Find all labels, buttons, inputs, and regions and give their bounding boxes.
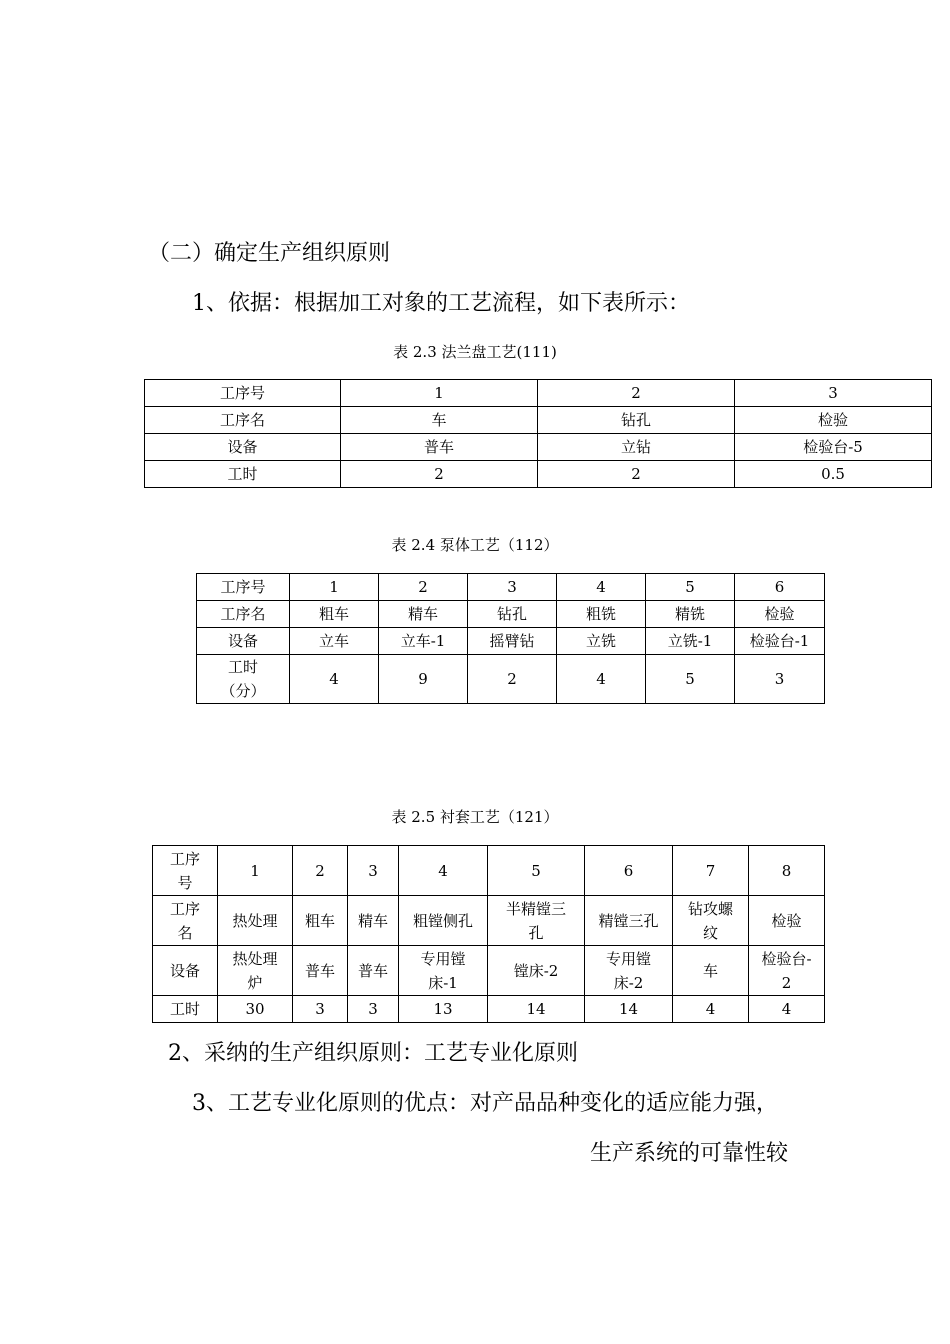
table-cell: 立钻: [538, 434, 735, 461]
table-cell: 6: [585, 846, 673, 896]
table-cell: 14: [585, 996, 673, 1023]
table-cell: 3: [735, 380, 932, 407]
table-cell: 2: [538, 380, 735, 407]
table-cell: 2: [341, 461, 538, 488]
row-header-cell: 设备: [145, 434, 341, 461]
table-cell: 摇臂钻: [468, 628, 557, 655]
table-cell: 3: [348, 846, 399, 896]
table-cell: 粗车: [293, 896, 348, 946]
table-cell: 9: [379, 655, 468, 704]
table-cell: 5: [646, 574, 735, 601]
table-row: [145, 434, 932, 461]
table-cell: 粗车: [290, 601, 379, 628]
advantages-continuation: 生产系统的可靠性较: [590, 1141, 789, 1166]
flange-process-table: [144, 379, 932, 488]
table-cell: 5: [646, 655, 735, 704]
table-cell: 精铣: [646, 601, 735, 628]
table-cell: 钻孔: [538, 407, 735, 434]
table-cell: 普车: [348, 946, 399, 996]
table-cell: 半精镗三 孔: [488, 896, 585, 946]
row-header-cell: 工序 名: [153, 896, 218, 946]
table-row: [197, 601, 825, 628]
table-cell: 4: [673, 996, 749, 1023]
table-cell: 4: [557, 574, 646, 601]
table-cell: 1: [341, 380, 538, 407]
table-cell: 专用镗 床-2: [585, 946, 673, 996]
table-row: [197, 628, 825, 655]
table-cell: 精镗三孔: [585, 896, 673, 946]
basis-paragraph: 1、依据：根据加工对象的工艺流程，如下表所示：: [192, 291, 690, 316]
table-cell: 4: [290, 655, 379, 704]
table-cell: 立车: [290, 628, 379, 655]
table-cell: 2: [468, 655, 557, 704]
table-cell: 2: [538, 461, 735, 488]
table-cell: 立铣-1: [646, 628, 735, 655]
table-cell: 普车: [341, 434, 538, 461]
table-cell: 3: [468, 574, 557, 601]
row-header-cell: 工序号: [197, 574, 290, 601]
table1-caption: 表 2.3 法兰盘工艺(111): [393, 343, 557, 361]
row-header-cell: 设备: [197, 628, 290, 655]
row-header-cell: 设备: [153, 946, 218, 996]
table-cell: 检验: [749, 896, 825, 946]
table-row: [145, 461, 932, 488]
table-cell: 8: [749, 846, 825, 896]
table-row: [197, 655, 825, 704]
table-cell: 3: [348, 996, 399, 1023]
table-cell: 1: [290, 574, 379, 601]
table-cell: 检验台- 2: [749, 946, 825, 996]
table-cell: 3: [735, 655, 825, 704]
table-cell: 2: [379, 574, 468, 601]
bushing-process-table: [152, 845, 825, 1023]
pump-body-process-table: [196, 573, 825, 704]
table-cell: 4: [749, 996, 825, 1023]
row-header-cell: 工序名: [145, 407, 341, 434]
table-cell: 检验: [735, 601, 825, 628]
row-header-cell: 工序 号: [153, 846, 218, 896]
table-cell: 热处理: [218, 896, 293, 946]
table-cell: 热处理 炉: [218, 946, 293, 996]
table-cell: 1: [218, 846, 293, 896]
table-cell: 车: [673, 946, 749, 996]
table-cell: 2: [293, 846, 348, 896]
table-cell: 30: [218, 996, 293, 1023]
table-cell: 立铣: [557, 628, 646, 655]
row-header-cell: 工时: [145, 461, 341, 488]
table-cell: 车: [341, 407, 538, 434]
table-cell: 粗铣: [557, 601, 646, 628]
table-row: [153, 896, 825, 946]
table-cell: 0.5: [735, 461, 932, 488]
table-cell: 7: [673, 846, 749, 896]
table-cell: 立车-1: [379, 628, 468, 655]
table3-caption: 表 2.5 衬套工艺（121）: [391, 808, 559, 826]
table-row: [145, 407, 932, 434]
table-cell: 普车: [293, 946, 348, 996]
table-cell: 3: [293, 996, 348, 1023]
adopted-principle: 2、采纳的生产组织原则：工艺专业化原则: [168, 1041, 578, 1066]
table-cell: 4: [399, 846, 488, 896]
table-cell: 6: [735, 574, 825, 601]
row-header-cell: 工序号: [145, 380, 341, 407]
table-row: [153, 846, 825, 896]
table-cell: 检验: [735, 407, 932, 434]
table-cell: 5: [488, 846, 585, 896]
table-row: [197, 574, 825, 601]
row-header-cell: 工序名: [197, 601, 290, 628]
section-heading: （二）确定生产组织原则: [148, 241, 391, 266]
table-cell: 精车: [379, 601, 468, 628]
table-cell: 精车: [348, 896, 399, 946]
row-header-cell: 工时 （分）: [197, 655, 290, 704]
advantages-paragraph: 3、工艺专业化原则的优点：对产品品种变化的适应能力强，: [192, 1091, 778, 1116]
table-row: [153, 996, 825, 1023]
table-cell: 13: [399, 996, 488, 1023]
table-cell: 14: [488, 996, 585, 1023]
row-header-cell: 工时: [153, 996, 218, 1023]
table-row: [145, 380, 932, 407]
table-cell: 镗床-2: [488, 946, 585, 996]
table-cell: 4: [557, 655, 646, 704]
table-cell: 检验台-1: [735, 628, 825, 655]
table-cell: 专用镗 床-1: [399, 946, 488, 996]
table-cell: 粗镗侧孔: [399, 896, 488, 946]
table-cell: 钻孔: [468, 601, 557, 628]
table2-caption: 表 2.4 泵体工艺（112）: [391, 536, 559, 554]
table-row: [153, 946, 825, 996]
table-cell: 检验台-5: [735, 434, 932, 461]
table-cell: 钻攻螺 纹: [673, 896, 749, 946]
